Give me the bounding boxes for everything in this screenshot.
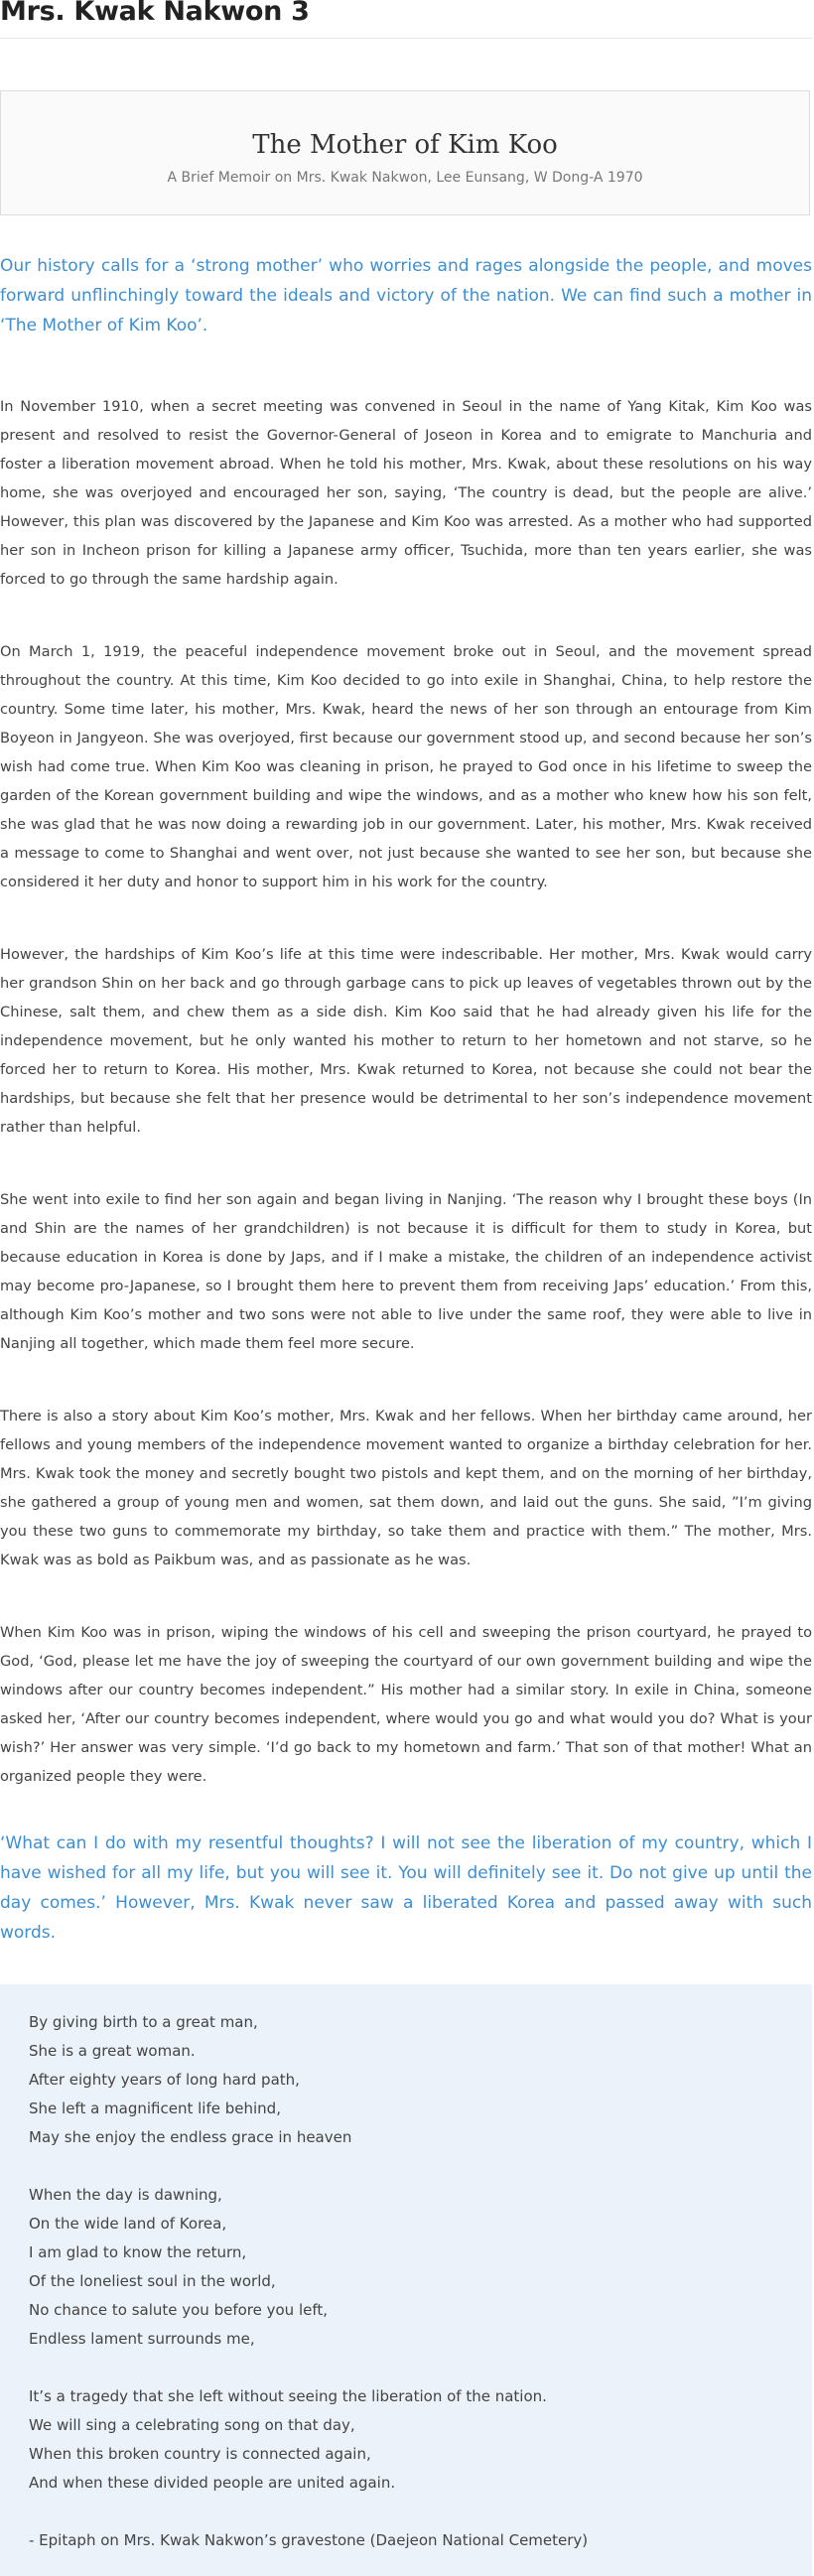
epitaph-line: When this broken country is connected again, [29, 2445, 371, 2463]
epitaph-line: May she enjoy the endless grace in heaven [29, 2128, 352, 2146]
epitaph-line: On the wide land of Korea, [29, 2215, 227, 2233]
epitaph-line: After eighty years of long hard path, [29, 2071, 300, 2089]
epitaph-line: Of the loneliest soul in the world, [29, 2272, 276, 2290]
epitaph-line: Endless lament surrounds me, [29, 2330, 255, 2348]
epitaph-line: I am glad to know the return, [29, 2243, 247, 2261]
lead-paragraph: Our history calls for a ‘strong mother’ who worries and rages alongside the people, and moves forward unflinchingly toward the ideals and victory of the nation. We can find such a mother in ‘The Mother of Kim Koo’. [0, 256, 812, 336]
epitaph-line: She is a great woman. [29, 2042, 196, 2060]
body-paragraph: There is also a story about Kim Koo’s mother, Mrs. Kwak and her fellows. When her birthday came around, her fellows and young members of the independence movement wanted to organize a birthday celebration for her. Mrs. Kwak took the money and secretly bought two pistols and kept them, and on the morning of her birthday, she gathered a group of young men and women, sat them down, and laid out the guns. She said, ”I’m giving you these two guns to commemorate my birthday, so take them and practice with them.” The mother, Mrs. Kwak was as bold as Paikbum was, and as passionate as he was. [0, 1408, 812, 1568]
closing-quote: ‘What can I do with my resentful thoughts? I will not see the liberation of my country, which I have wished for all my life, but you will see it. You will definitely see it. Do not give up until the day comes.’ However, Mrs. Kwak never saw a liberated Korea and passed away with such words. [0, 1833, 812, 1943]
epitaph-line: When the day is dawning, [29, 2186, 222, 2204]
epitaph-stanza [29, 2382, 812, 2498]
epitaph-line: She left a magnificent life behind, [29, 2100, 281, 2117]
memoir-title: The Mother of Kim Koo [252, 130, 558, 160]
epitaph-stanza [29, 2181, 812, 2354]
epitaph-line: We will sing a celebrating song on that day, [29, 2416, 355, 2434]
epitaph-line: No chance to salute you before you left, [29, 2301, 329, 2319]
epitaph-attribution: - Epitaph on Mrs. Kwak Nakwon’s gravestone (Daejeon National Cemetery) [29, 2531, 589, 2549]
epitaph-box [0, 1984, 812, 2576]
memoir-subtitle: A Brief Memoir on Mrs. Kwak Nakwon, Lee Eunsang, W Dong-A 1970 [167, 170, 643, 186]
body-paragraph: However, the hardships of Kim Koo’s life at this time were indescribable. Her mother, Mrs. Kwak would carry her grandson Shin on her back and go through garbage cans to pick up leaves of vegetables thrown out by the Chinese, salt them, and chew them as a side dish. Kim Koo said that he had already given his life for the independence movement, but he only wanted his mother to return to her hometown and not starve, so he forced her to return to Korea. His mother, Mrs. Kwak returned to Korea, not because she could not bear the hardships, but because she felt that her presence would be detrimental to her son’s independence movement rather than helpful. [0, 946, 812, 1136]
epitaph-line: By giving birth to a great man, [29, 2013, 258, 2031]
body-paragraph: When Kim Koo was in prison, wiping the windows of his cell and sweeping the prison courtyard, he prayed to God, ‘God, please let me have the joy of sweeping the courtyard of our own government building and wipe the windows after our country becomes independent.” His mother had a similar story. In exile in China, someone asked her, ‘After our country becomes independent, where would you go and what would you do? What is your wish?’ Her answer was very simple. ‘I’d go back to my hometown and farm.’ That son of that mother! What an organized people they were. [0, 1624, 812, 1785]
title-divider [0, 38, 812, 39]
body-paragraph: She went into exile to find her son again and began living in Nanjing. ‘The reason why I brought these boys (In and Shin are the names of her grandchildren) is not because it is difficult for them to study in Korea, but because education in Korea is done by Japs, and if I make a mistake, the children of an independence activist may become pro-Japanese, so I brought them here to prevent them from receiving Japs’ education.’ From this, although Kim Koo’s mother and two sons were not able to live under the same roof, they were able to live in Nanjing all together, which made them feel more secure. [0, 1191, 812, 1352]
body-paragraph: In November 1910, when a secret meeting was convened in Seoul in the name of Yang Kitak, Kim Koo was present and resolved to resist the Governor-General of Joseon in Korea and to emigrate to Manchuria and foster a liberation movement abroad. When he told his mother, Mrs. Kwak, about these resolutions on his way home, she was overjoyed and encouraged her son, saying, ‘The country is dead, but the people are alive.’ However, this plan was discovered by the Japanese and Kim Koo was arrested. As a mother who had supported her son in Incheon prison for killing a Japanese army officer, Tsuchida, more than ten years earlier, she was forced to go through the same hardship again. [0, 398, 812, 588]
body-paragraph: On March 1, 1919, the peaceful independence movement broke out in Seoul, and the movement spread throughout the country. At this time, Kim Koo decided to go into exile in Shanghai, China, to help restore the country. Some time later, his mother, Mrs. Kwak, heard the news of her son through an entourage from Kim Boyeon in Jangyeon. She was overjoyed, first because our government stood up, and second because her son’s wish had come true. When Kim Koo was cleaning in prison, he prayed to God once in his lifetime to sweep the garden of the Korean government building and wipe the windows, and as a mother who knew how his son felt, she was glad that he was now doing a rewarding job in our government. Later, his mother, Mrs. Kwak received a message to come to Shanghai and went over, not just because she wanted to see her son, but because she considered it her duty and honor to support him in his work for the country. [0, 643, 812, 890]
memoir-header-box [0, 90, 810, 215]
epitaph-line: And when these divided people are united again. [29, 2474, 396, 2492]
page-title: Mrs. Kwak Nakwon 3 [0, 0, 310, 27]
epitaph-stanza [29, 2008, 812, 2152]
epitaph-line: It’s a tragedy that she left without seeing the liberation of the nation. [29, 2387, 547, 2405]
